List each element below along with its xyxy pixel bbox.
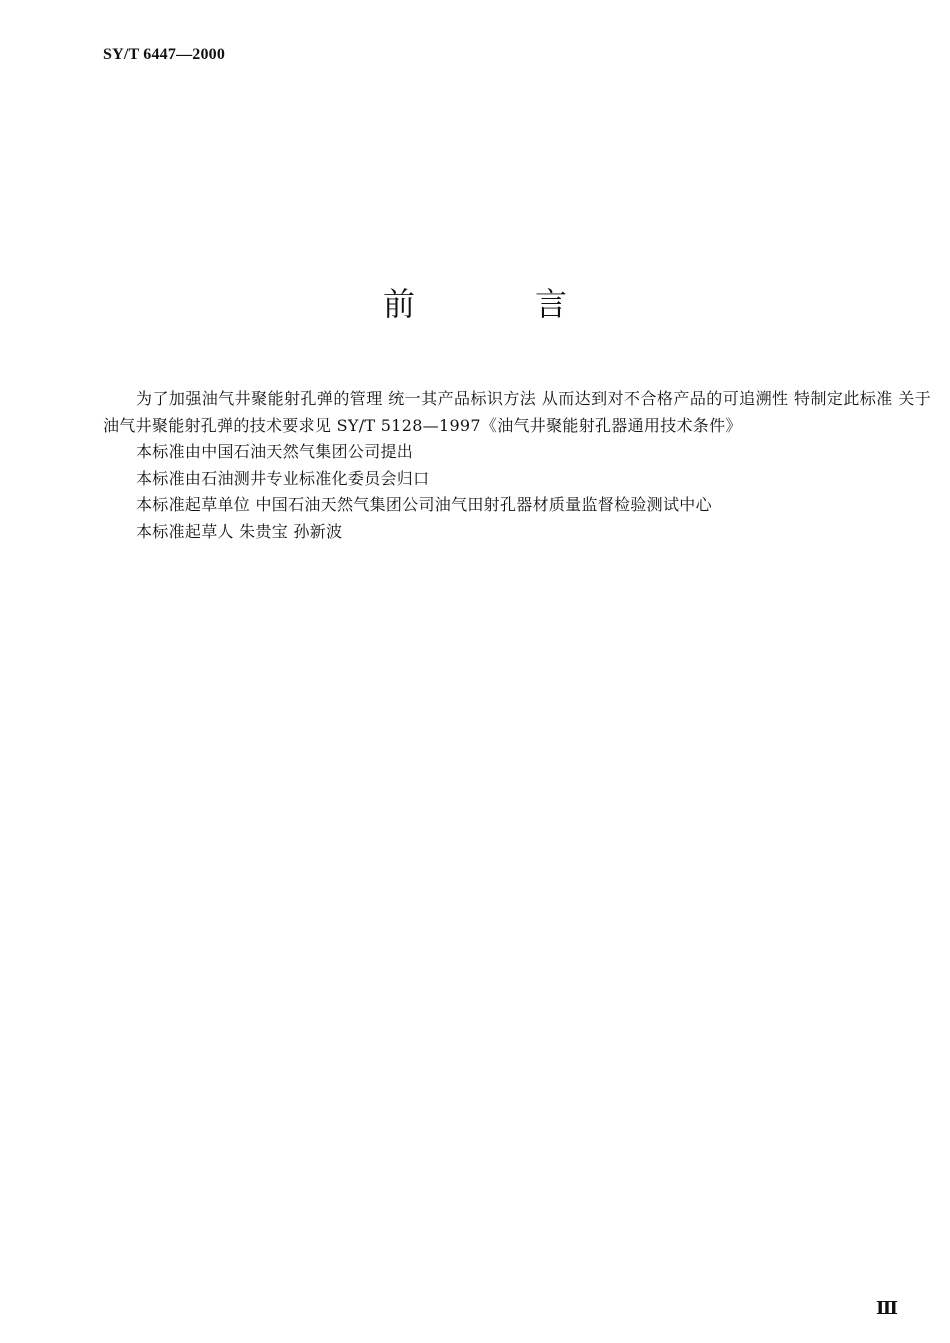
title-char-2: 言 bbox=[535, 285, 568, 323]
page-title bbox=[0, 284, 950, 324]
page-number: Ⅲ bbox=[876, 1298, 898, 1318]
paragraph-committee: 本标准由石油测井专业标准化委员会归口 bbox=[136, 468, 430, 488]
paragraph-drafting-unit: 本标准起草单位 中国石油天然气集团公司油气田射孔器材质量监督检验测试中心 bbox=[136, 495, 712, 514]
title-char-1: 前 bbox=[382, 285, 415, 323]
foreword-body bbox=[103, 386, 931, 545]
paragraph-proposer: 本标准由中国石油天然气集团公司提出 bbox=[136, 442, 414, 461]
paragraph-drafters: 本标准起草人 朱贵宝 孙新波 bbox=[136, 521, 343, 541]
standard-code: SY/T 6447—2000 bbox=[103, 46, 226, 63]
paragraph-purpose: 为了加强油气井聚能射孔弹的管理 统一其产品标识方法 从而达到对不合格产品的可追溯性 特制定此标准 关于油气井聚能射孔弹的技术要求见 SY/T 5128—1997《油气井聚能射孔器通用技术条件》 bbox=[103, 389, 931, 435]
